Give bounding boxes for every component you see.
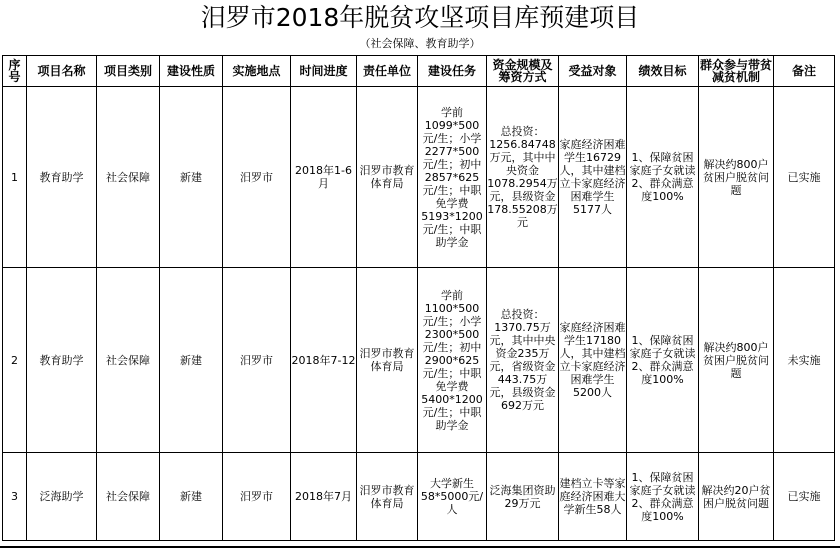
cell-nature: 新建 — [160, 87, 223, 268]
table-row — [3, 87, 835, 268]
cell-no: 2 — [3, 268, 27, 453]
cell-goal: 1、保障贫困家庭子女就读 2、群众满意度100% — [627, 268, 699, 453]
cell-nature: 新建 — [160, 268, 223, 453]
header-goal: 绩效目标 — [627, 56, 699, 87]
cell-category: 社会保障 — [97, 268, 160, 453]
cell-schedule: 2018年7-12 — [291, 268, 357, 453]
header-row — [3, 56, 835, 87]
header-no: 序号 — [3, 56, 27, 87]
cell-beneficiary: 建档立卡等家庭经济困难大学新生58人 — [559, 453, 627, 541]
header-schedule: 时间进度 — [291, 56, 357, 87]
cell-funding: 总投资：1256.84748万元，其中中央资金1078.2954万元，县级资金178.55208万元 — [487, 87, 559, 268]
cell-location: 汨罗市 — [223, 268, 291, 453]
cell-task: 学前1100*500元/生；小学2300*500元/生；初中2900*625元/生；中职免学费5400*1200元/生；中职助学金 — [418, 268, 487, 453]
cell-funding: 泛海集团资助29万元 — [487, 453, 559, 541]
cell-beneficiary: 家庭经济困难学生16729人，其中建档立卡家庭经济困难学生5177人 — [559, 87, 627, 268]
cell-mechanism: 解决约800户贫困户脱贫问题 — [699, 268, 774, 453]
project-table — [2, 55, 835, 541]
header-mechanism: 群众参与带贫减贫机制 — [699, 56, 774, 87]
cell-task: 大学新生58*5000元/人 — [418, 453, 487, 541]
cell-no: 3 — [3, 453, 27, 541]
cell-mechanism: 解决约800户贫困户脱贫问题 — [699, 87, 774, 268]
table-row — [3, 453, 835, 541]
cell-unit: 汨罗市教育体育局 — [357, 268, 418, 453]
header-name: 项目名称 — [27, 56, 97, 87]
cell-remark: 未实施 — [774, 268, 835, 453]
header-remark: 备注 — [774, 56, 835, 87]
cell-unit: 汨罗市教育体育局 — [357, 453, 418, 541]
header-nature: 建设性质 — [160, 56, 223, 87]
cell-location: 汨罗市 — [223, 87, 291, 268]
cell-funding: 总投资：1370.75万元，其中中央资金235万元，省级资金443.75万元，县级资金692万元 — [487, 268, 559, 453]
cell-schedule: 2018年7月 — [291, 453, 357, 541]
header-beneficiary: 受益对象 — [559, 56, 627, 87]
cell-unit: 汨罗市教育体育局 — [357, 87, 418, 268]
cell-goal: 1、保障贫困家庭子女就读 2、群众满意度100% — [627, 453, 699, 541]
header-category: 项目类别 — [97, 56, 160, 87]
cell-beneficiary: 家庭经济困难学生17180人，其中建档立卡家庭经济困难学生5200人 — [559, 268, 627, 453]
cell-remark: 已实施 — [774, 87, 835, 268]
header-task: 建设任务 — [418, 56, 487, 87]
cell-goal: 1、保障贫困家庭子女就读 2、群众满意度100% — [627, 87, 699, 268]
cell-remark: 已实施 — [774, 453, 835, 541]
cell-name: 教育助学 — [27, 268, 97, 453]
cell-category: 社会保障 — [97, 453, 160, 541]
page-title: 汨罗市2018年脱贫攻坚项目库预建项目 — [200, 3, 640, 32]
header-location: 实施地点 — [223, 56, 291, 87]
cell-location: 汨罗市 — [223, 453, 291, 541]
cell-schedule: 2018年1-6月 — [291, 87, 357, 268]
cell-no: 1 — [3, 87, 27, 268]
cell-name: 泛海助学 — [27, 453, 97, 541]
cell-mechanism: 解决约20户贫困户脱贫问题 — [699, 453, 774, 541]
table-row — [3, 268, 835, 453]
page-subtitle: （社会保障、教育助学） — [359, 37, 481, 50]
cell-category: 社会保障 — [97, 87, 160, 268]
cell-task: 学前1099*500元/生；小学2277*500元/生；初中2857*625元/生；中职免学费5193*1200元/生；中职助学金 — [418, 87, 487, 268]
cell-nature: 新建 — [160, 453, 223, 541]
cell-name: 教育助学 — [27, 87, 97, 268]
header-funding: 资金规模及筹资方式 — [487, 56, 559, 87]
header-unit: 责任单位 — [357, 56, 418, 87]
